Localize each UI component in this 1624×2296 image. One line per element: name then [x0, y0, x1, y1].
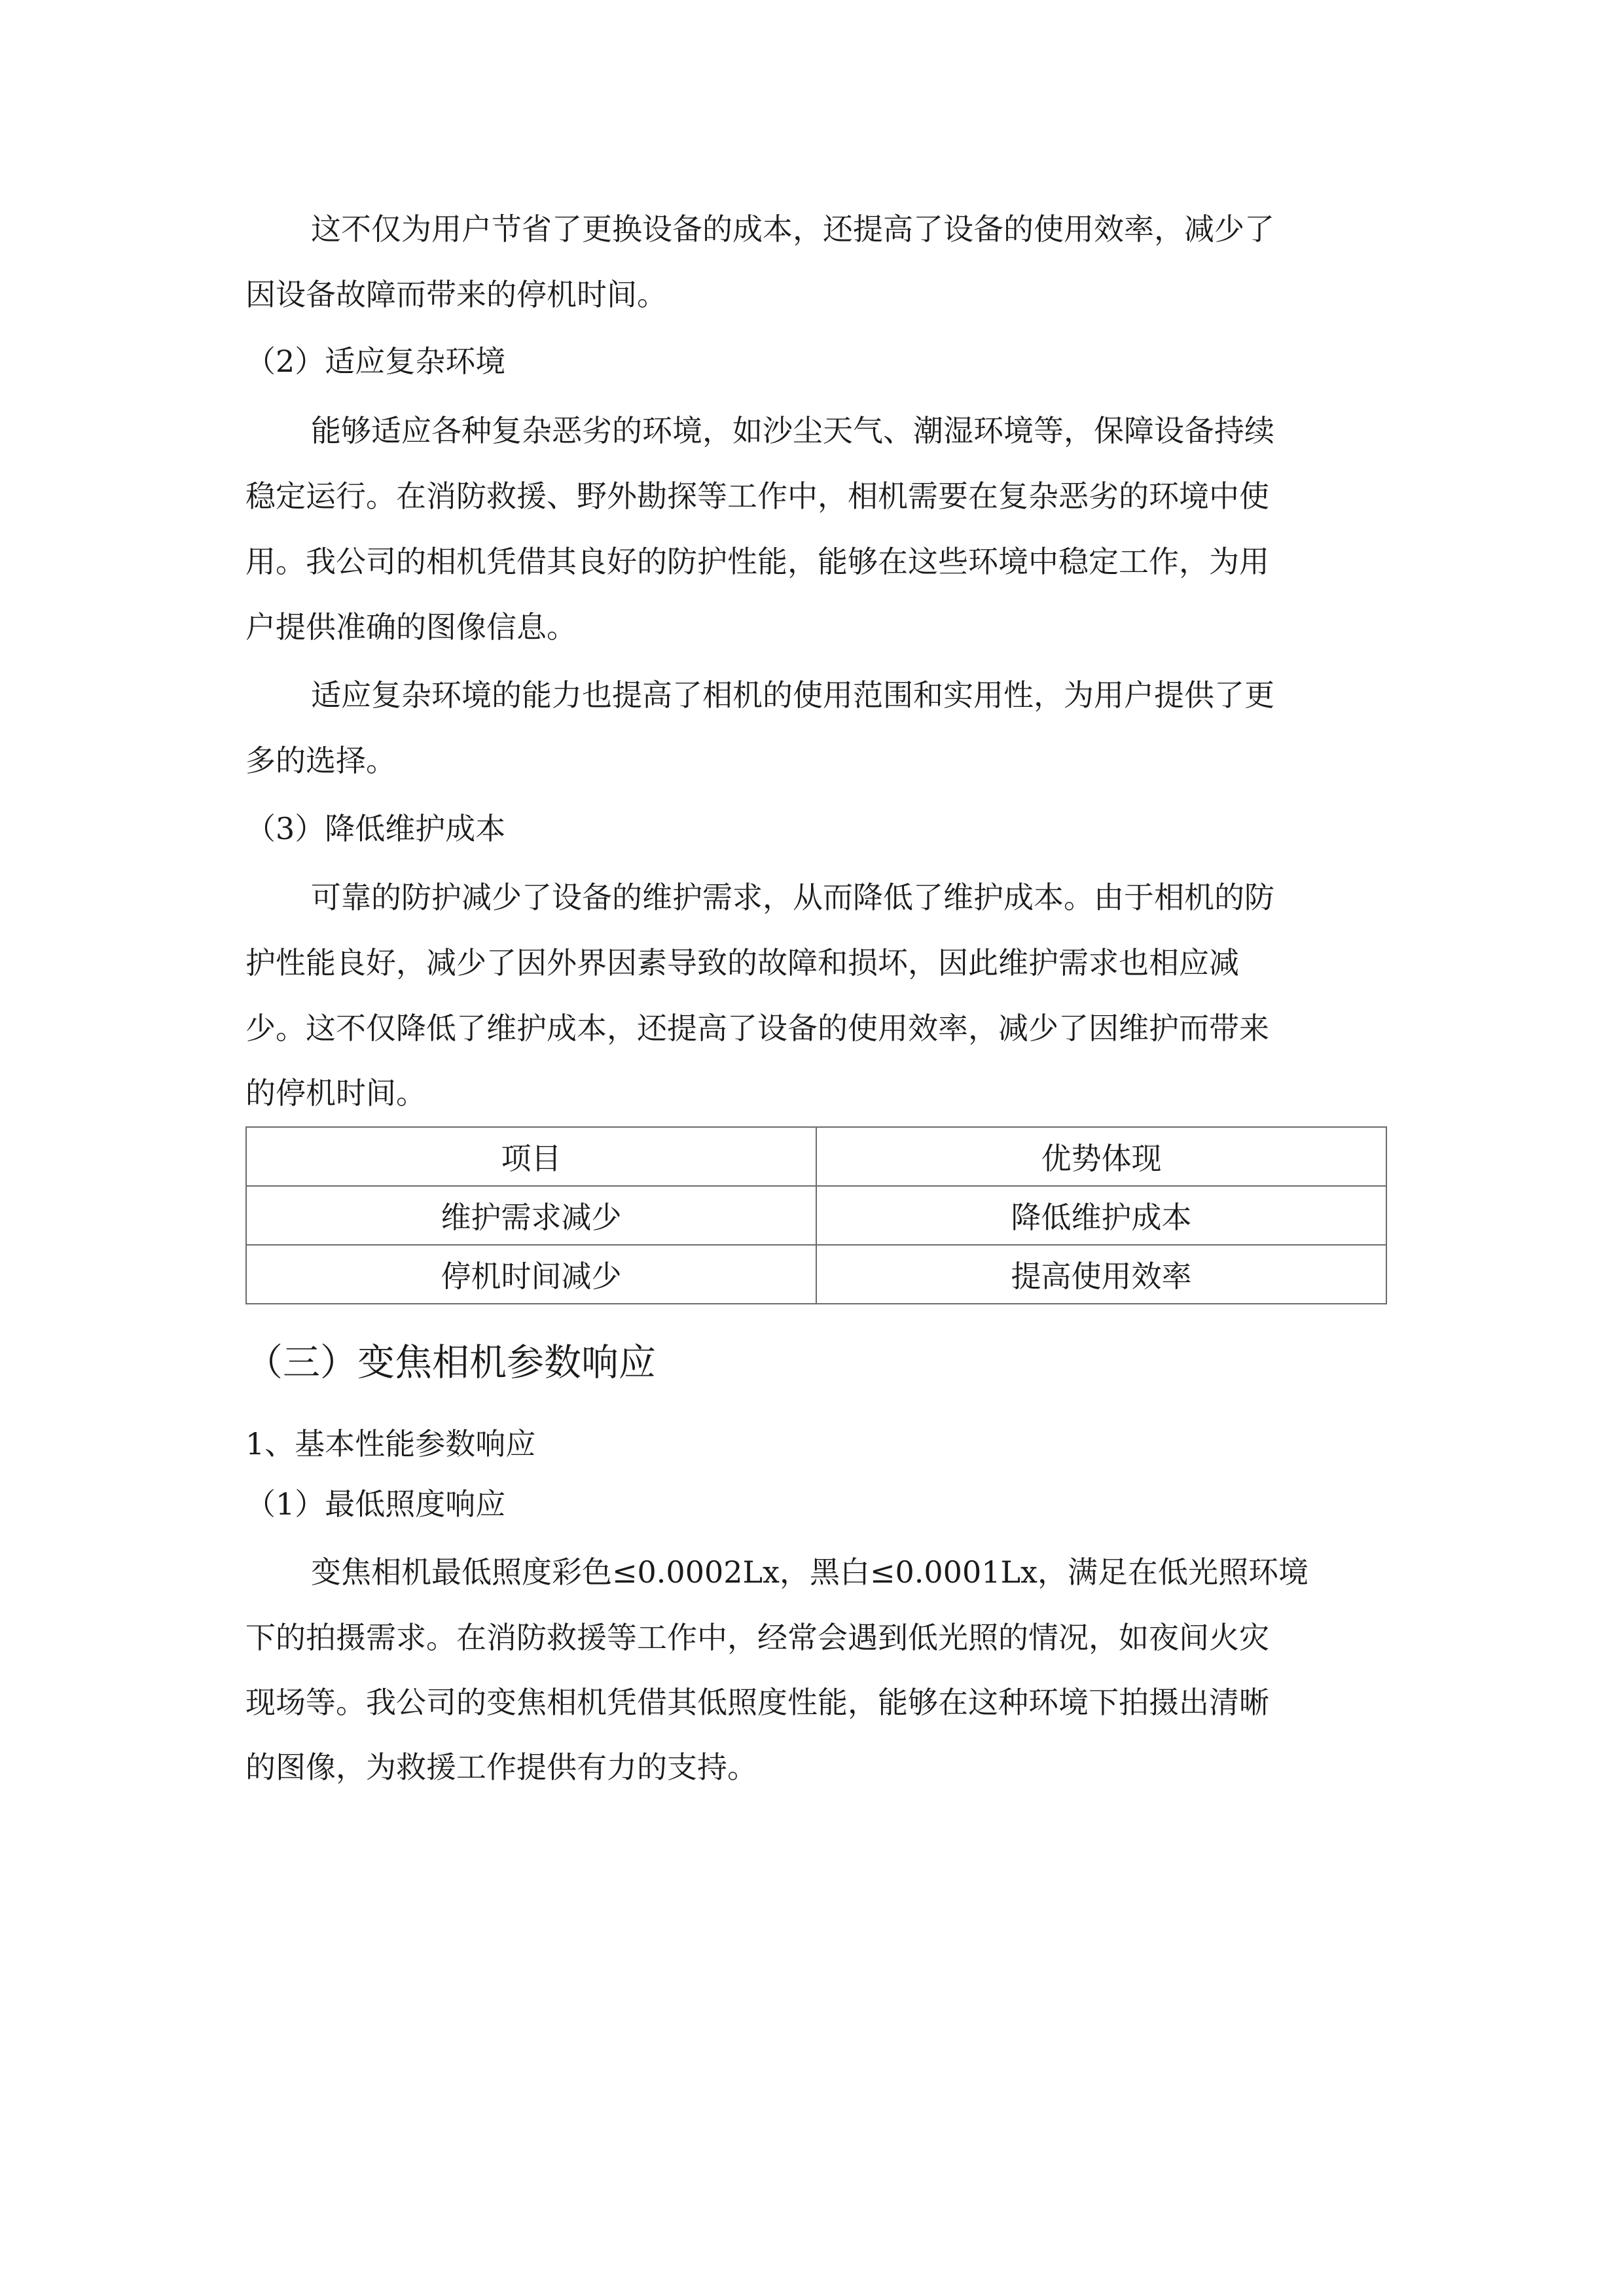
advantage-table [245, 1126, 1387, 1304]
paragraph-line: 稳定运行。在消防救援、野外勘探等工作中，相机需要在复杂恶劣的环境中使 [245, 478, 1269, 514]
table-row [246, 1245, 1386, 1304]
subsection-title: 1、基本性能参数响应 [245, 1426, 536, 1462]
paragraph-line: 的图像，为救援工作提供有力的支持。 [245, 1749, 757, 1785]
table-header-cell: 优势体现 [816, 1127, 1386, 1186]
paragraph-line: 现场等。我公司的变焦相机凭借其低照度性能，能够在这种环境下拍摄出清晰 [245, 1685, 1269, 1720]
paragraph-line: 这不仅为用户节省了更换设备的成本，还提高了设备的使用效率，减少了 [311, 211, 1274, 247]
section-title: （三）变焦相机参数响应 [245, 1341, 656, 1384]
table-cell: 维护需求减少 [246, 1186, 816, 1245]
paragraph-line: 适应复杂环境的能力也提高了相机的使用范围和实用性，为用户提供了更 [311, 677, 1274, 713]
paragraph-line: 的停机时间。 [245, 1075, 426, 1111]
paragraph-line: 下的拍摄需求。在消防救援等工作中，经常会遇到低光照的情况，如夜间火灾 [245, 1620, 1269, 1655]
paragraph-line: 用。我公司的相机凭借其良好的防护性能，能够在这些环境中稳定工作，为用 [245, 544, 1269, 579]
table-header-row [246, 1127, 1386, 1186]
paragraph-line: 变焦相机最低照度彩色≤0.0002Lx，黑白≤0.0001Lx，满足在低光照环境 [311, 1554, 1308, 1590]
paragraph-line: 可靠的防护减少了设备的维护需求，从而降低了维护成本。由于相机的防 [311, 880, 1274, 915]
paragraph-line: 多的选择。 [245, 743, 396, 778]
paragraph-line: 护性能良好，减少了因外界因素导致的故障和损坏，因此维护需求也相应减 [245, 945, 1239, 980]
table-row [246, 1186, 1386, 1245]
table-cell: 停机时间减少 [246, 1245, 816, 1304]
paragraph-line: 能够适应各种复杂恶劣的环境，如沙尘天气、潮湿环境等，保障设备持续 [311, 413, 1274, 448]
subsection-title: （3）降低维护成本 [245, 811, 506, 846]
table-cell: 提高使用效率 [816, 1245, 1386, 1304]
paragraph-line: 因设备故障而带来的停机时间。 [245, 277, 667, 312]
paragraph-line: 户提供准确的图像信息。 [245, 609, 577, 645]
subsection-title: （1）最低照度响应 [245, 1486, 506, 1522]
subsection-title: （2）适应复杂环境 [245, 344, 506, 379]
table-header-cell: 项目 [246, 1127, 816, 1186]
table-cell: 降低维护成本 [816, 1186, 1386, 1245]
paragraph-line: 少。这不仅降低了维护成本，还提高了设备的使用效率，减少了因维护而带来 [245, 1011, 1269, 1046]
